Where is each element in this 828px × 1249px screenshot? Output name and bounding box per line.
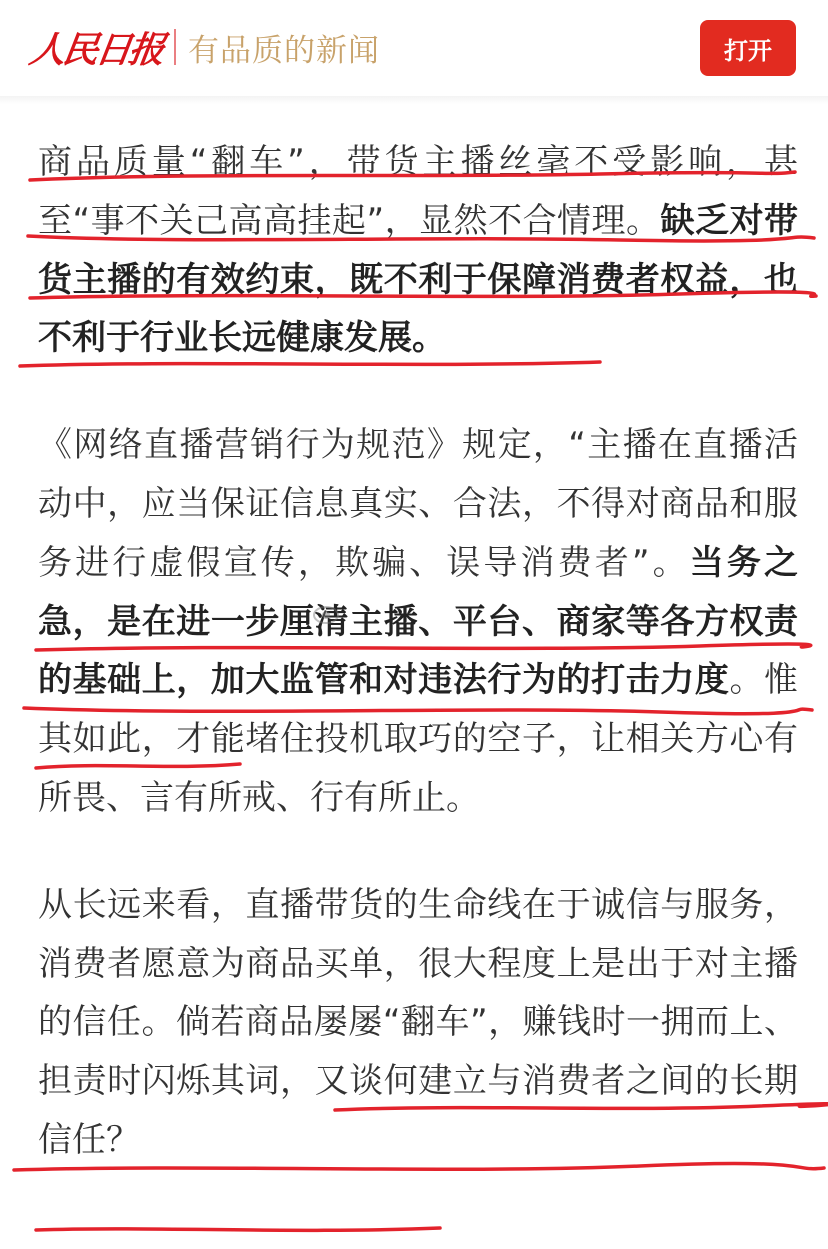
paragraph-1-bold: 缺乏对带货主播的有效约束，既不利于保障消费者权益，也不利于行业长远健康发展。	[38, 200, 798, 359]
weibo-eye-icon	[312, 604, 340, 626]
paragraph-1	[38, 133, 798, 368]
underline-10	[36, 1228, 440, 1230]
app-header	[0, 0, 828, 96]
paragraph-1-text: 商品质量“翻车”，带货主播丝毫不受影响，甚至“事不关己高高挂起”，显然不合情理。	[38, 142, 798, 241]
paragraph-2-tail: 。惟其如此，才能堵住投机取巧的空子，让相关方心有所畏、言有所戒、行有所止。	[38, 660, 799, 818]
logo-divider	[174, 29, 176, 65]
paragraph-2-text: 《网络直播营销行为规范》规定，“主播在直播活动中，应当保证信息真实、合法，不得对商品和服务进行虚假宣传，欺骗、误导消费者”。	[38, 425, 798, 583]
paragraph-3: 从长远来看，直播带货的生命线在于诚信与服务，消费者愿意为商品买单，很大程度上是出于对主播的信任。倘若商品屡屡“翻车”，赚钱时一拥而上、担责时闪烁其词，又谈何建立与消费者之间的长期信任？	[38, 884, 798, 1160]
paragraph-2-bold: 当务之急，是在进一步厘清主播、平台、商家等各方权责的基础上，加大监管和对违法行为的打击力度	[38, 542, 799, 701]
open-app-button[interactable]: 打开	[700, 20, 796, 76]
weibo-watermark	[312, 604, 346, 626]
paragraph-2	[38, 416, 798, 828]
logo-wordmark: 人民日报	[26, 28, 165, 71]
brand-logo	[26, 22, 381, 72]
logo-slogan: 有品质的新闻	[188, 32, 381, 69]
header-divider	[0, 96, 828, 104]
article-body	[38, 133, 798, 1218]
